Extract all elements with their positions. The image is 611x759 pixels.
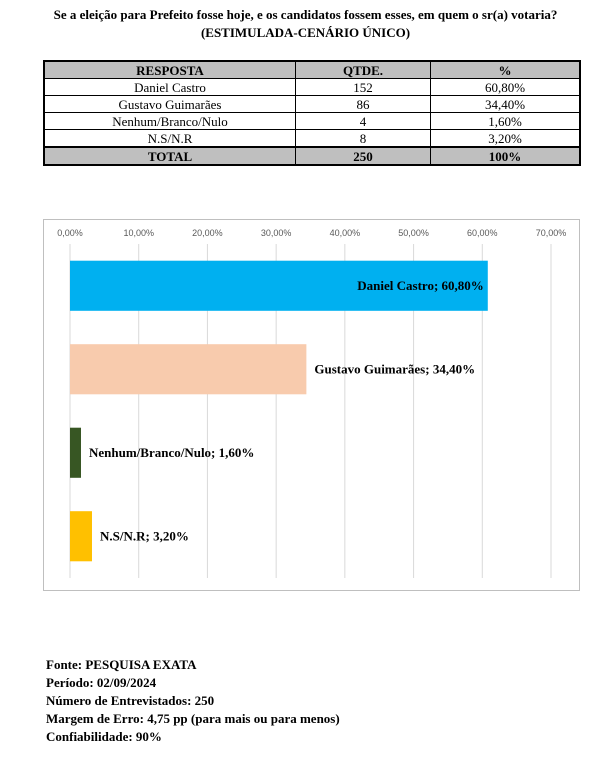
total-percent: 100%	[431, 147, 581, 165]
x-tick-label: 30,00%	[260, 228, 292, 238]
cell-resposta: Gustavo Guimarães	[44, 96, 296, 113]
cell-qtde: 4	[296, 113, 431, 130]
data-label: N.S/N.R; 3,20%	[99, 528, 189, 544]
cell-percent: 60,80%	[431, 79, 581, 96]
bar-chart-svg	[44, 220, 581, 592]
footer-confidence: Confiabilidade: 90%	[46, 729, 162, 744]
x-tick-label: 60,00%	[467, 228, 498, 238]
total-label: TOTAL	[44, 147, 296, 165]
bar	[70, 511, 92, 561]
footer-margin: Margem de Erro: 4,75 pp (para mais ou para menos)	[46, 711, 340, 726]
data-label: Daniel Castro; 60,80%	[357, 277, 484, 293]
table-total-row	[44, 147, 580, 165]
x-tick-label: 0,00%	[57, 228, 83, 238]
results-table	[43, 60, 581, 166]
table-row	[44, 96, 580, 113]
cell-percent: 34,40%	[431, 96, 581, 113]
footer	[46, 656, 340, 746]
cell-resposta: N.S/N.R	[44, 130, 296, 148]
title-line-1: Se a eleição para Prefeito fosse hoje, e os candidatos fossem esses, em quem o sr(a) votaria?	[53, 7, 558, 22]
table-row	[44, 130, 580, 148]
data-label: Nenhum/Branco/Nulo; 1,60%	[88, 444, 255, 460]
x-tick-label: 70,00%	[535, 228, 567, 238]
x-tick-label: 10,00%	[123, 228, 154, 238]
header-percent: %	[431, 61, 581, 79]
title-line-2: (ESTIMULADA-CENÁRIO ÚNICO)	[200, 25, 411, 40]
header-qtde: QTDE.	[296, 61, 431, 79]
cell-resposta: Daniel Castro	[44, 79, 296, 96]
footer-source: Fonte: PESQUISA EXATA	[46, 657, 197, 672]
page-title	[0, 6, 611, 42]
table-header-row	[44, 61, 580, 79]
header-resposta: RESPOSTA	[44, 61, 296, 79]
footer-period: Período: 02/09/2024	[46, 675, 157, 690]
total-qtde: 250	[296, 147, 431, 165]
x-tick-label: 20,00%	[192, 228, 223, 238]
table-row	[44, 113, 580, 130]
cell-percent: 1,60%	[431, 113, 581, 130]
x-tick-label: 40,00%	[329, 228, 361, 238]
cell-qtde: 152	[296, 79, 431, 96]
cell-percent: 3,20%	[431, 130, 581, 148]
bar	[70, 344, 306, 394]
table-row	[44, 79, 580, 96]
data-label: Gustavo Guimarães; 34,40%	[314, 361, 476, 377]
cell-qtde: 86	[296, 96, 431, 113]
bar	[70, 428, 81, 478]
cell-qtde: 8	[296, 130, 431, 148]
bar-chart	[43, 219, 580, 591]
cell-resposta: Nenhum/Branco/Nulo	[44, 113, 296, 130]
x-tick-label: 50,00%	[398, 228, 429, 238]
footer-interviewees: Número de Entrevistados: 250	[46, 693, 215, 708]
